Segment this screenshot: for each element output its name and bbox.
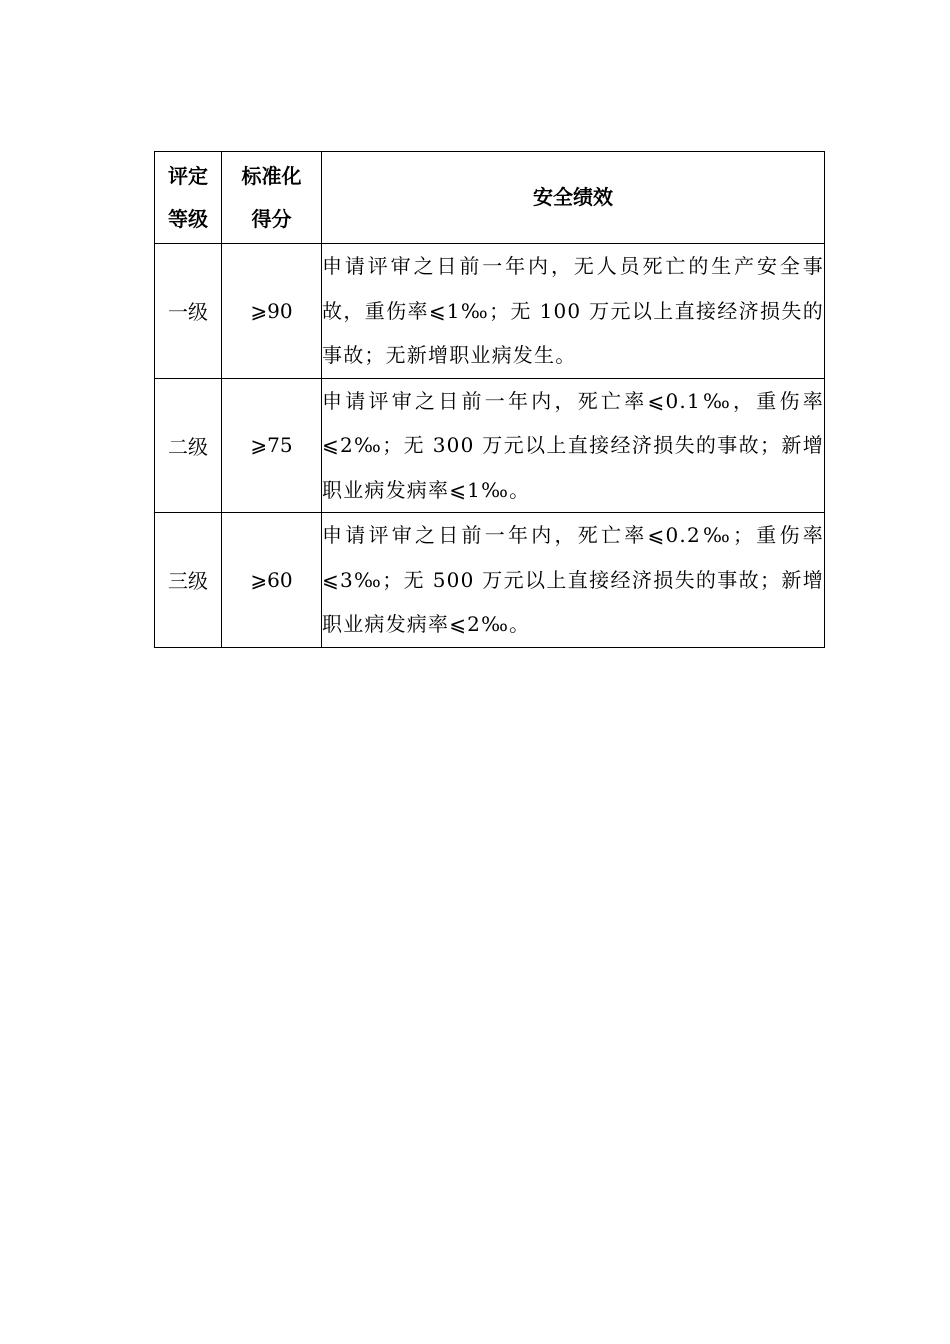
table-row bbox=[155, 513, 825, 648]
header-level-line-1: 评定 bbox=[168, 163, 208, 188]
header-score-line-2: 得分 bbox=[251, 206, 292, 231]
table-row bbox=[155, 244, 825, 379]
safety-grade-table bbox=[154, 151, 825, 648]
header-score-line-1: 标准化 bbox=[241, 163, 302, 188]
row-score-cell: ⩾90 bbox=[222, 244, 322, 379]
table-header-row bbox=[155, 152, 825, 244]
header-score bbox=[222, 152, 322, 244]
header-performance: 安全绩效 bbox=[322, 152, 825, 244]
header-level bbox=[155, 152, 222, 244]
table-row bbox=[155, 378, 825, 513]
header-level-line-2: 等级 bbox=[168, 206, 208, 231]
row-performance-cell: 申请评审之日前一年内，无人员死亡的生产安全事故，重伤率⩽1‰；无 100 万元以上直接经济损失的事故；无新增职业病发生。 bbox=[322, 244, 825, 379]
row-level-cell: 三级 bbox=[155, 513, 222, 648]
row-performance-cell: 申请评审之日前一年内，死亡率⩽0.2‰；重伤率⩽3‰；无 500 万元以上直接经济损失的事故；新增职业病发病率⩽2‰。 bbox=[322, 513, 825, 648]
row-score-cell: ⩾75 bbox=[222, 378, 322, 513]
row-level-cell: 二级 bbox=[155, 378, 222, 513]
row-performance-cell: 申请评审之日前一年内，死亡率⩽0.1‰，重伤率⩽2‰；无 300 万元以上直接经济损失的事故；新增职业病发病率⩽1‰。 bbox=[322, 378, 825, 513]
row-level-cell: 一级 bbox=[155, 244, 222, 379]
row-score-cell: ⩾60 bbox=[222, 513, 322, 648]
